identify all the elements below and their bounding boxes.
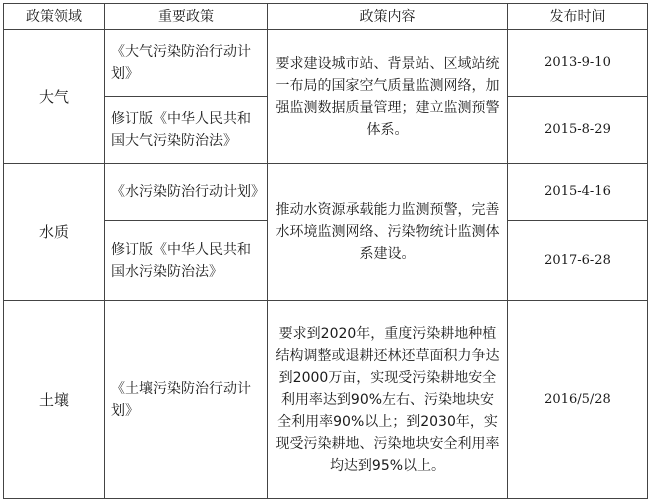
header-policy: 重要政策 (105, 4, 268, 30)
policy-cell: 修订版《中华人民共和国大气污染防治法》 (105, 97, 268, 164)
header-date: 发布时间 (508, 4, 648, 30)
date-cell: 2016/5/28 (508, 301, 648, 499)
field-cell: 水质 (4, 164, 105, 301)
date-cell: 2015-4-16 (508, 164, 648, 221)
field-cell: 大气 (4, 30, 105, 164)
table-header-row (4, 4, 648, 30)
table-row (4, 30, 648, 97)
policy-table (3, 3, 648, 499)
policy-cell: 《水污染防治行动计划》 (105, 164, 268, 221)
date-cell: 2013-9-10 (508, 30, 648, 97)
table-row (4, 301, 648, 499)
content-cell: 推动水资源承载能力监测预警，完善水环境监测网络、污染物统计监测体系建设。 (268, 164, 508, 301)
header-field: 政策领域 (4, 4, 105, 30)
policy-cell: 修订版《中华人民共和国水污染防治法》 (105, 221, 268, 301)
header-content: 政策内容 (268, 4, 508, 30)
policy-cell: 《大气污染防治行动计划》 (105, 30, 268, 97)
content-cell: 要求建设城市站、背景站、区域站统一布局的国家空气质量监测网络，加强监测数据质量管理；建立监测预警体系。 (268, 30, 508, 164)
field-cell: 土壤 (4, 301, 105, 499)
table-row (4, 164, 648, 221)
policy-cell: 《土壤污染防治行动计划》 (105, 301, 268, 499)
content-cell: 要求到2020年，重度污染耕地种植结构调整或退耕还林还草面积力争达到2000万亩，实现受污染耕地安全利用率达到90%左右、污染地块安全利用率90%以上；到2030年，实现受污染耕地、污染地块安全利用率均达到95%以上。 (268, 301, 508, 499)
date-cell: 2017-6-28 (508, 221, 648, 301)
date-cell: 2015-8-29 (508, 97, 648, 164)
